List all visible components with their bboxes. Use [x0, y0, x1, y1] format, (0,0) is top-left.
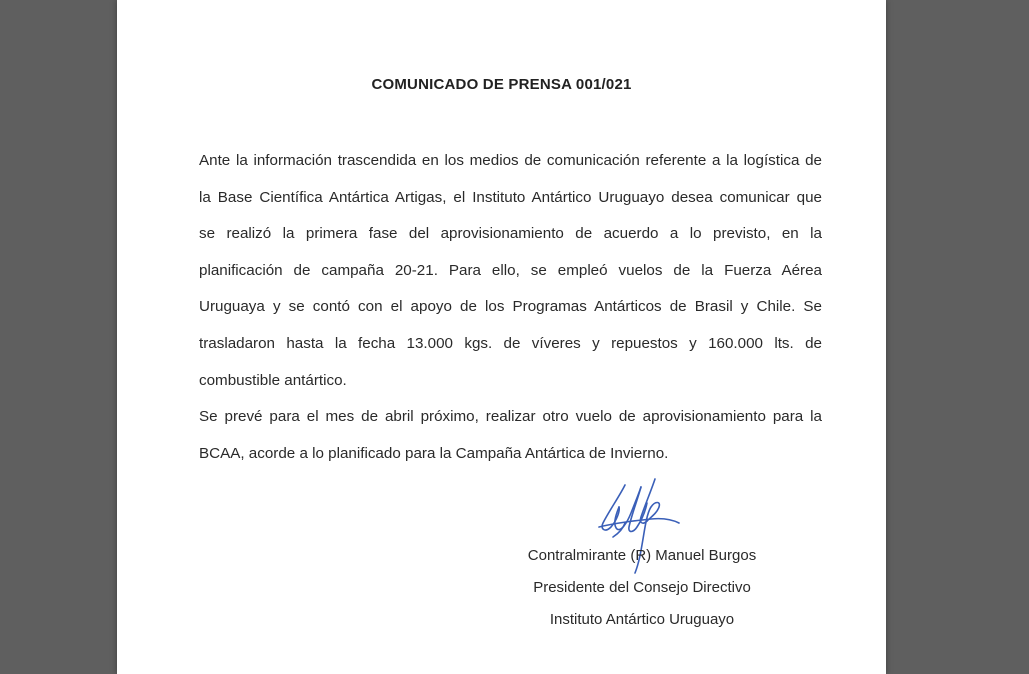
document-title: COMUNICADO DE PRENSA 001/021: [371, 76, 632, 93]
paragraph-2-line-2: BCAA, acorde a lo planificado para la Campaña Antártica de Invierno.: [199, 444, 669, 462]
signature-block: [522, 545, 762, 641]
paragraph-1-line-2: la Base Científica Antártica Artigas, el Instituto Antártico Uruguayo desea comunicar que: [199, 188, 822, 206]
document-page: [117, 0, 886, 674]
document-body: [199, 143, 822, 472]
paragraph-1-line-4: planificación de campaña 20-21. Para ello, se empleó vuelos de la Fuerza Aérea: [199, 261, 822, 279]
paragraph-1-line-3: se realizó la primera fase del aprovisionamiento de acuerdo a lo previsto, en la: [199, 225, 822, 243]
paragraph-1-line-7: combustible antártico.: [199, 371, 347, 389]
paragraph-1-line-5: Uruguaya y se contó con el apoyo de los Programas Antárticos de Brasil y Chile. Se: [199, 298, 822, 316]
signatory-position: Presidente del Consejo Directivo: [533, 579, 751, 596]
signatory-name: Contralmirante (R) Manuel Burgos: [527, 547, 757, 564]
paragraph-1-line-1: Ante la información trascendida en los medios de comunicación referente a la logística de: [199, 152, 822, 169]
paragraph-1-line-6: trasladaron hasta la fecha 13.000 kgs. de víveres y repuestos y 160.000 lts. de: [199, 334, 822, 352]
signatory-organization: Instituto Antártico Uruguayo: [549, 611, 735, 628]
paragraph-2-line-1: Se prevé para el mes de abril próximo, realizar otro vuelo de aprovisionamiento para la: [199, 408, 822, 426]
